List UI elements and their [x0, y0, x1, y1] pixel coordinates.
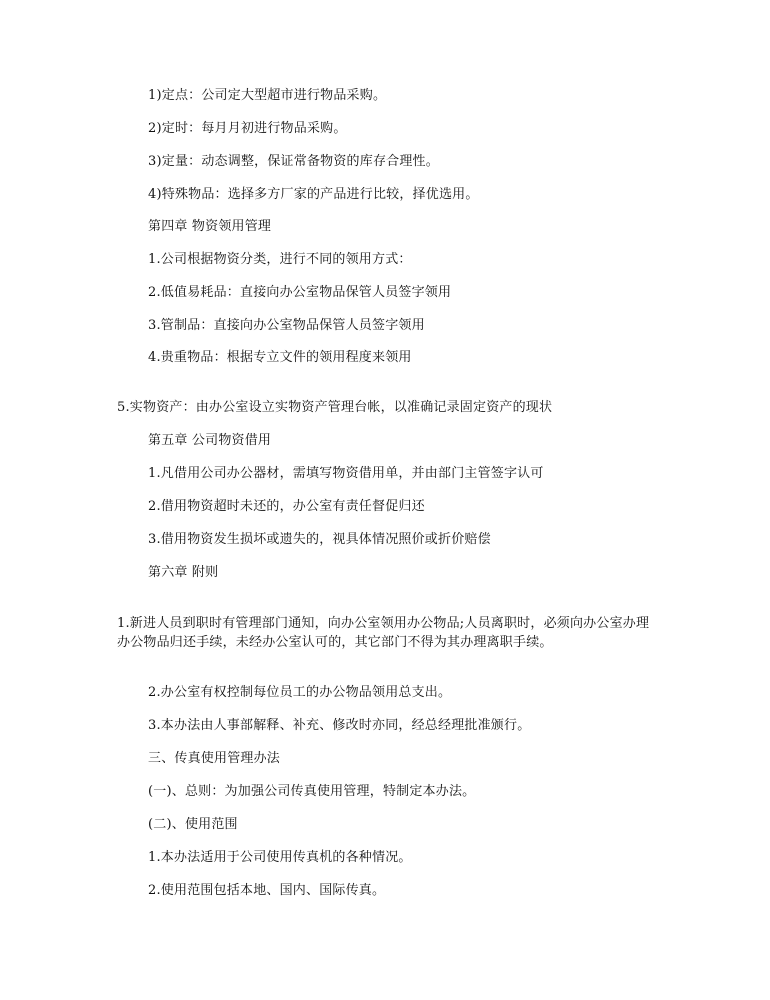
paragraph-fax-general: (一)、总则：为加强公司传真使用管理，特制定本办法。 — [148, 784, 476, 799]
paragraph-fixed-time: 2)定时：每月月初进行物品采购。 — [148, 121, 347, 136]
paragraph-supplementary-3: 3.本办法由人事部解释、补充、修改时亦同，经总经理批准颁行。 — [148, 718, 531, 733]
chapter-heading-4: 第四章 物资领用管理 — [148, 219, 272, 234]
paragraph-requisition-4: 4.贵重物品：根据专立文件的领用程度来领用 — [148, 350, 412, 365]
paragraph-special-items: 4)特殊物品：选择多方厂家的产品进行比较，择优选用。 — [148, 187, 479, 202]
paragraph-fixed-location: 1)定点：公司定大型超市进行物品采购。 — [148, 88, 387, 103]
paragraph-requisition-3: 3.管制品：直接向办公室物品保管人员签字领用 — [148, 318, 425, 333]
paragraph-fax-scope-1: 1.本办法适用于公司使用传真机的各种情况。 — [148, 850, 412, 865]
paragraph-borrowing-3: 3.借用物资发生损坏或遗失的，视具体情况照价或折价赔偿 — [148, 532, 491, 547]
paragraph-borrowing-2: 2.借用物资超时未还的，办公室有责任督促归还 — [148, 499, 425, 514]
paragraph-fixed-quantity: 3)定量：动态调整，保证常备物资的库存合理性。 — [148, 154, 439, 169]
paragraph-supplementary-1: 1.新进人员到职时有管理部门通知，向办公室领用办公物品;人员离职时，必须向办公室办理办公物品归还手续，未经办公室认可的，其它部门不得为其办理离职手续。 — [117, 616, 650, 650]
chapter-heading-6: 第六章 附则 — [148, 565, 219, 580]
paragraph-borrowing-1: 1.凡借用公司办公器材，需填写物资借用单，并由部门主管签字认可 — [148, 466, 544, 481]
paragraph-fax-scope-2: 2.使用范围包括本地、国内、国际传真。 — [148, 883, 386, 898]
paragraph-requisition-1: 1.公司根据物资分类，进行不同的领用方式： — [148, 252, 412, 267]
paragraph-fax-scope-heading: (二)、使用范围 — [148, 817, 238, 832]
paragraph-supplementary-2: 2.办公室有权控制每位员工的办公物品领用总支出。 — [148, 685, 452, 700]
paragraph-requisition-5: 5.实物资产：由办公室设立实物资产管理台帐，以准确记录固定资产的现状 — [117, 400, 553, 415]
section-heading-fax: 三、传真使用管理办法 — [148, 751, 281, 766]
chapter-heading-5: 第五章 公司物资借用 — [148, 433, 272, 448]
paragraph-requisition-2: 2.低值易耗品：直接向办公室物品保管人员签字领用 — [148, 285, 452, 300]
